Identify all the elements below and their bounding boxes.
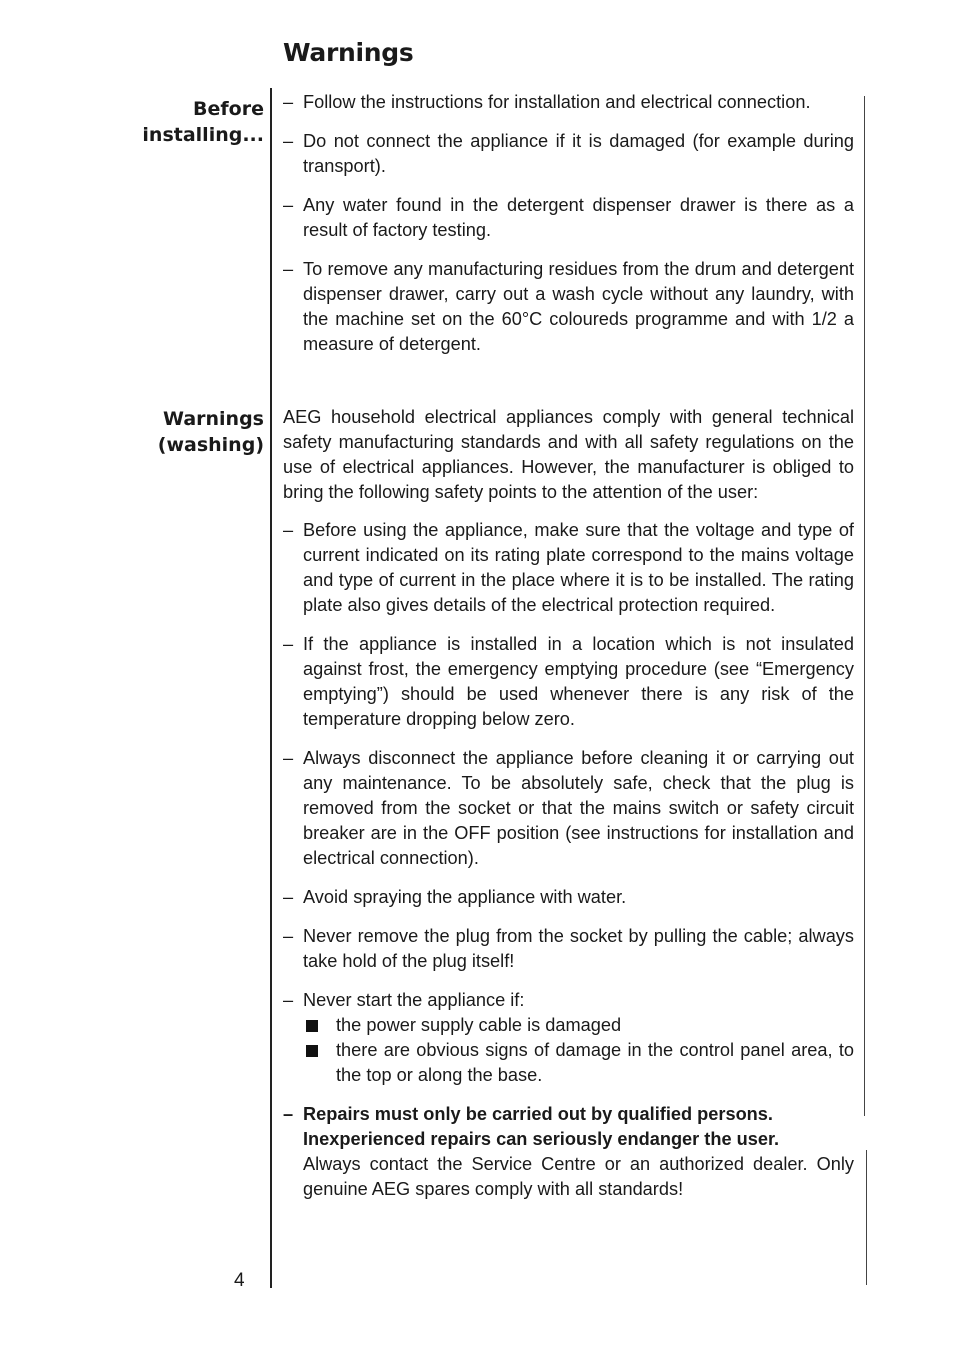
list-item: – Follow the instructions for installation and electrical connection. — [283, 92, 811, 112]
repairs-warning-2: Inexperienced repairs can seriously endanger the user. — [303, 1129, 780, 1149]
before-installing-list — [283, 90, 854, 357]
page-title: Warnings — [283, 38, 414, 67]
page-number: 4 — [234, 1270, 245, 1291]
list-item: – Do not connect the appliance if it is damaged (for example during transport). — [283, 131, 854, 176]
warnings-washing-section — [283, 405, 854, 1216]
never-start-lead: Never start the appliance if: — [303, 990, 525, 1010]
repairs-note: Always contact the Service Centre or an authorized dealer. Only genuine AEG spares comply with all standards! — [303, 1154, 854, 1199]
square-bullet-icon — [306, 1020, 318, 1032]
list-item: – To remove any manufacturing residues from the drum and detergent dispenser drawer, carry out a wash cycle without any laundry, with the machine set on the 60°C coloureds programme and with 1/2 a measure of detergent. — [283, 259, 854, 354]
repairs-item: – Repairs must only be carried out by qualified persons. Inexperienced repairs can seriously endanger the user. Always contact the Service Centre or an authorized dealer. Only genuine AEG spares comply with all standards! — [283, 1104, 854, 1199]
list-item: – If the appliance is installed in a location which is not insulated against frost, the emergency emptying procedure (see “Emergency emptying”) should be used whenever there is any risk of the temperature dropping below zero. — [283, 634, 854, 729]
list-item: – Never remove the plug from the socket by pulling the cable; always take hold of the plug itself! — [283, 926, 854, 971]
list-item: – Always disconnect the appliance before cleaning it or carrying out any maintenance. To be absolutely safe, check that the plug is removed from the socket or that the mains switch or safety circuit breaker are in the OFF position (see instructions for installation and electrical connection). — [283, 748, 854, 868]
list-item: – Avoid spraying the appliance with water. — [283, 887, 627, 907]
square-bullet-icon — [306, 1045, 318, 1057]
condition-item: the power supply cable is damaged — [303, 1013, 854, 1038]
never-start-conditions — [303, 1013, 854, 1088]
column-divider — [270, 88, 272, 1288]
right-margin-line-lower — [866, 1150, 867, 1285]
warnings-washing-heading: Warnings (washing) — [157, 408, 264, 456]
right-margin-line — [864, 96, 865, 1116]
warnings-intro: AEG household electrical appliances comply with general technical safety manufacturing standards and with all safety regulations on the use of electrical appliances. However, the manufacturer is obliged to bring the following safety points to the attention of the user: — [283, 407, 854, 502]
warnings-washing-list — [283, 518, 854, 1202]
condition-item: there are obvious signs of damage in the control panel area, to the top or along the base. — [303, 1038, 854, 1088]
never-start-item: – Never start the appliance if: the power supply cable is damaged there are obvious signs of damage in the control panel area, to the top or along the base. — [283, 988, 854, 1088]
list-item: – Any water found in the detergent dispenser drawer is there as a result of factory testing. — [283, 195, 854, 240]
list-item: – Before using the appliance, make sure that the voltage and type of current indicated on its rating plate correspond to the mains voltage and type of current in the place where it is to be installed. The rating plate also gives details of the electrical protection required. — [283, 520, 854, 615]
before-installing-section — [283, 90, 854, 371]
repairs-warning-1: Repairs must only be carried out by qualified persons. — [303, 1104, 773, 1124]
before-installing-heading: Before installing... — [142, 98, 264, 146]
